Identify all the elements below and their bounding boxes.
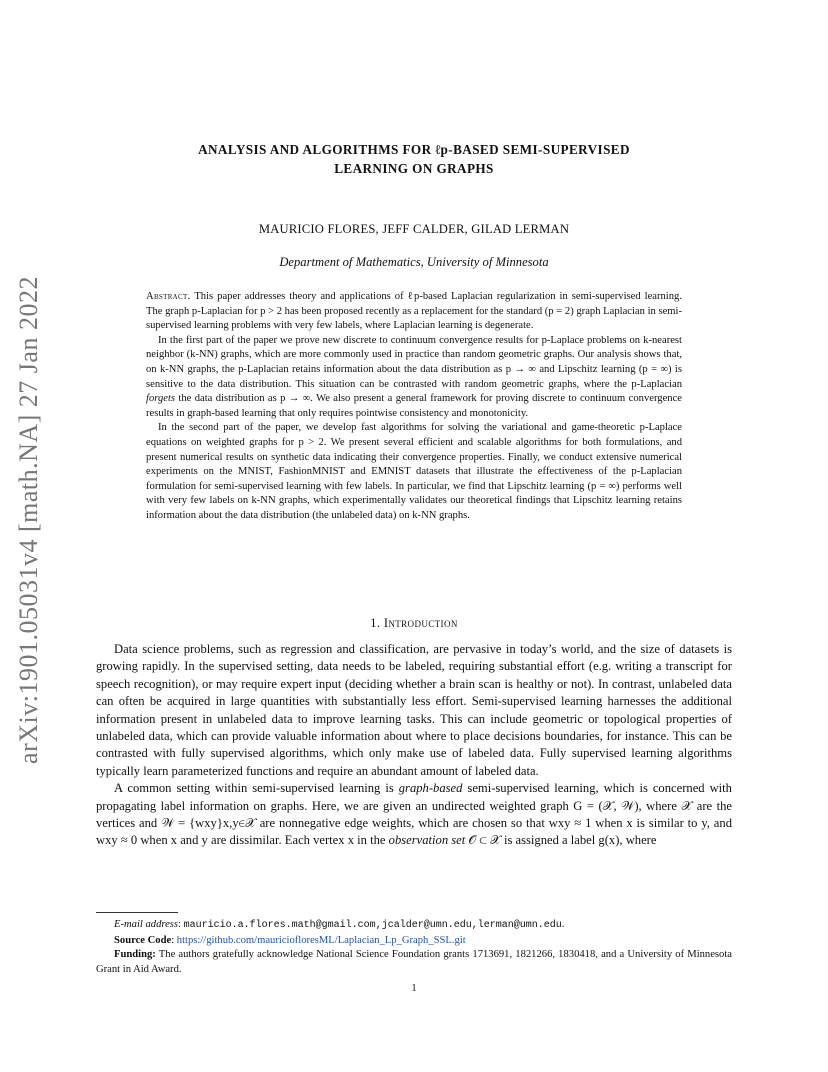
- abstract-label: Abstract.: [146, 291, 191, 302]
- footnote-rule: [96, 912, 178, 913]
- abstract-p2-text-a: In the first part of the paper we prove new discrete to continuum convergence results for p-Laplace problems on k-nearest neighbor (k-NN) graphs, which are more commonly used in practice than random geometric graphs. Our analysis shows that, on k-NN graphs, the p-Laplacian retains information about the data distribution as p → ∞ and Lipschitz learning (p = ∞) is sensitive to the data distribution. This situation can be contrasted with random geometric graphs, where the p-Laplacian: [146, 334, 682, 390]
- footnote-email: E-mail address: mauricio.a.flores.math@gmail.com,jcalder@umn.edu,lerman@umn.edu.: [114, 919, 565, 931]
- body-p2-text-a: A common setting within semi-supervised learning is: [114, 781, 394, 796]
- author-list: MAURICIO FLORES, JEFF CALDER, GILAD LERMAN: [258, 222, 570, 236]
- body-p2-emphasis-2: observation set: [388, 833, 466, 848]
- abstract-paragraph-2: [146, 334, 682, 422]
- body-p2-emphasis-1: graph-based: [398, 781, 463, 796]
- footnotes: [96, 918, 732, 977]
- body-paragraph-2: [96, 780, 732, 850]
- abstract: [146, 290, 682, 524]
- arxiv-identifier: arXiv:1901.05031v4 [math.NA] 27 Jan 2022: [14, 276, 43, 764]
- funding-text: The authors gratefully acknowledge National Science Foundation grants 1713691, 1821266, 1830418, and a University of Minnesota Grant in Aid Award.: [96, 949, 732, 975]
- paper-title: [96, 140, 732, 178]
- email-label: E-mail address: [114, 919, 179, 930]
- body-p2-text-b: semi-supervised learning, which is concerned with propagating label information on graphs. Here, we are given an undirected weighted graph G = (𝒳, 𝒲), where 𝒳 are the vertices and 𝒲 = {wxy}x,y∈𝒳 are nonnegative edge weights, which are chosen so that wxy ≈ 1 when x is similar to y, and wxy ≈ 0 when x and y are dissimilar. Each vertex x in the: [96, 781, 732, 848]
- source-code-link[interactable]: https://github.com/mauriciofloresML/Laplacian_Lp_Graph_SSL.git: [176, 934, 466, 946]
- arxiv-sidebar-stamp: [4, 270, 54, 770]
- title-line-1: ANALYSIS AND ALGORITHMS FOR ℓp-BASED SEMI-SUPERVISED: [198, 142, 630, 157]
- email-addresses[interactable]: mauricio.a.flores.math@gmail.com,jcalder@umn.edu,lerman@umn.edu: [183, 920, 562, 931]
- body-text: [96, 641, 732, 850]
- abstract-p2-emphasis: forgets: [146, 393, 176, 405]
- body-paragraph-1: Data science problems, such as regression and classification, are pervasive in today’s world, and the size of datasets is growing rapidly. In the supervised setting, data needs to be labeled, requiring substantial effort (e.g. writing a transcript for speech recognition), or may require expert input (deciding whether a brain scan is healthy or not). In contrast, unlabeled data can often be acquired in large quantities with substantially less effort. Semi-supervised learning harnesses the additional information present in unlabeled data to improve learning tasks. This can include geometric or topological properties of unlabeled data, which can provide valuable information about where to place decisions boundaries, for instance. This can be contrasted with fully supervised algorithms, which only make use of labeled data. Fully supervised learning algorithms typically learn parameterized functions and require an abundant amount of labeled data.: [96, 642, 732, 778]
- footnote-source-code: Source Code: https://github.com/mauriciofloresML/Laplacian_Lp_Graph_SSL.git: [114, 934, 466, 946]
- title-line-2: LEARNING ON GRAPHS: [334, 161, 494, 176]
- abstract-paragraph-3: In the second part of the paper, we develop fast algorithms for solving the variational and game-theoretic p-Laplace equations on weighted graphs for p > 2. We present several efficient and scalable algorithms for both formulations, and present numerical results on synthetic data indicating their convergence properties. Finally, we conduct extensive numerical experiments on the MNIST, FashionMNIST and EMNIST datasets that illustrate the effectiveness of the p-Laplacian formulation for semi-supervised learning with few labels. In particular, we find that Lipschitz learning (p = ∞) performs well with very few labels on k-NN graphs, which experimentally validates our theoretical findings that Lipschitz learning retains information about the data distribution (the unlabeled data) on k-NN graphs.: [146, 422, 682, 521]
- funding-label: Funding:: [114, 949, 156, 961]
- footnote-funding: [96, 948, 732, 977]
- source-code-label: Source Code: [114, 934, 172, 946]
- abstract-paragraph-1: [146, 290, 682, 334]
- affiliation: Department of Mathematics, University of Minnesota: [279, 255, 549, 269]
- body-p2-text-c: 𝒪 ⊂ 𝒳 is assigned a label g(x), where: [468, 833, 657, 848]
- abstract-p2-text-b: the data distribution as p → ∞. We also present a general framework for proving discrete to continuum convergence results in graph-based learning that only requires pointwise consistency and monotonicity.: [146, 393, 682, 419]
- section-heading: 1. Introduction: [370, 616, 458, 630]
- page-number: 1: [411, 983, 417, 994]
- abstract-p1-text: This paper addresses theory and applications of ℓp-based Laplacian regularization in semi-supervised learning. The graph p-Laplacian for p > 2 has been proposed recently as a replacement for the standard (p = 2) graph Laplacian in semi-supervised learning problems with very few labels, where Laplacian learning is degenerate.: [146, 291, 682, 332]
